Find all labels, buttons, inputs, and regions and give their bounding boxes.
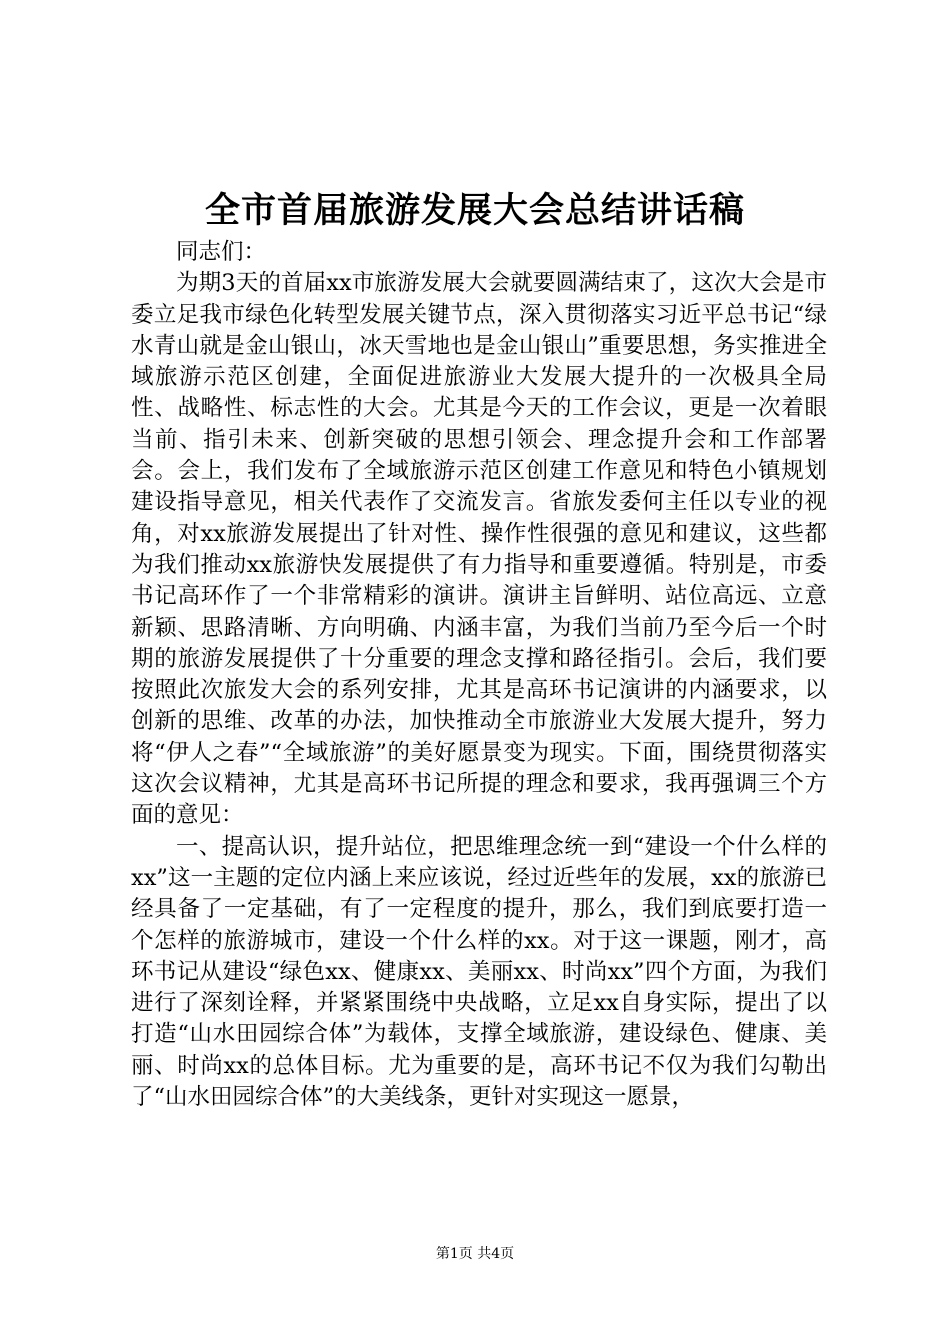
salutation-paragraph: 同志们： — [176, 239, 267, 265]
intro-paragraph: 为期3天的首届xx市旅游发展大会就要圆满结束了，这次大会是市委立足我市绿色化转型发展关键节点，深入贯彻落实习近平总书记“绿水青山就是金山银山，冰天雪地也是金山银山”重要思想，务实推进全域旅游示范区创建，全面促进旅游业大发展大提升的一次极具全局性、战略性、标志性的大会。尤其是今天的工作会议，更是一次着眼当前、指引未来、创新突破的思想引领会、理念提升会和工作部署会。会上，我们发布了全域旅游示范区创建工作意见和特色小镇规划建设指导意见，相关代表作了交流发言。省旅发委何主任以专业的视角，对xx旅游发展提出了针对性、操作性很强的意见和建议，这些都为我们推动xx旅游快发展提供了有力指导和重要遵循。特别是，市委书记高环作了一个非常精彩的演讲。演讲主旨鲜明、站位高远、立意新颖、思路清晰、方向明确、内涵丰富，为我们当前乃至今后一个时期的旅游发展提供了十分重要的理念支撑和路径指引。会后，我们要按照此次旅发大会的系列安排，尤其是高环书记演讲的内涵要求，以创新的思维、改革的办法，加快推动全市旅游业大发展大提升，努力将“伊人之春”“全域旅游”的美好愿景变为现实。下面，围绕贯彻落实这次会议精神，尤其是高环书记所提的理念和要求，我再强调三个方面的意见： — [131, 270, 827, 829]
section-one-paragraph: 一、提高认识，提升站位，把思维理念统一到“建设一个什么样的xx”这一主题的定位内涵上来应该说，经过近些年的发展，xx的旅游已经具备了一定基础，有了一定程度的提升，那么，我们到底要打造一个怎样的旅游城市，建设一个什么样的xx。对于这一课题，刚才，高环书记从建设“绿色xx、健康xx、美丽xx、时尚xx”四个方面，为我们进行了深刻诠释，并紧紧围绕中央战略，立足xx自身实际，提出了以打造“山水田园综合体”为载体，支撑全域旅游，建设绿色、健康、美丽、时尚xx的总体目标。尤为重要的是，高环书记不仅为我们勾勒出了“山水田园综合体”的大美线条，更针对实现这一愿景， — [131, 833, 827, 1111]
document-body — [131, 237, 827, 1113]
page-number-footer: 第1页 共4页 — [435, 1246, 515, 1262]
document-title: 全市首届旅游发展大会总结讲话稿 — [204, 190, 745, 231]
